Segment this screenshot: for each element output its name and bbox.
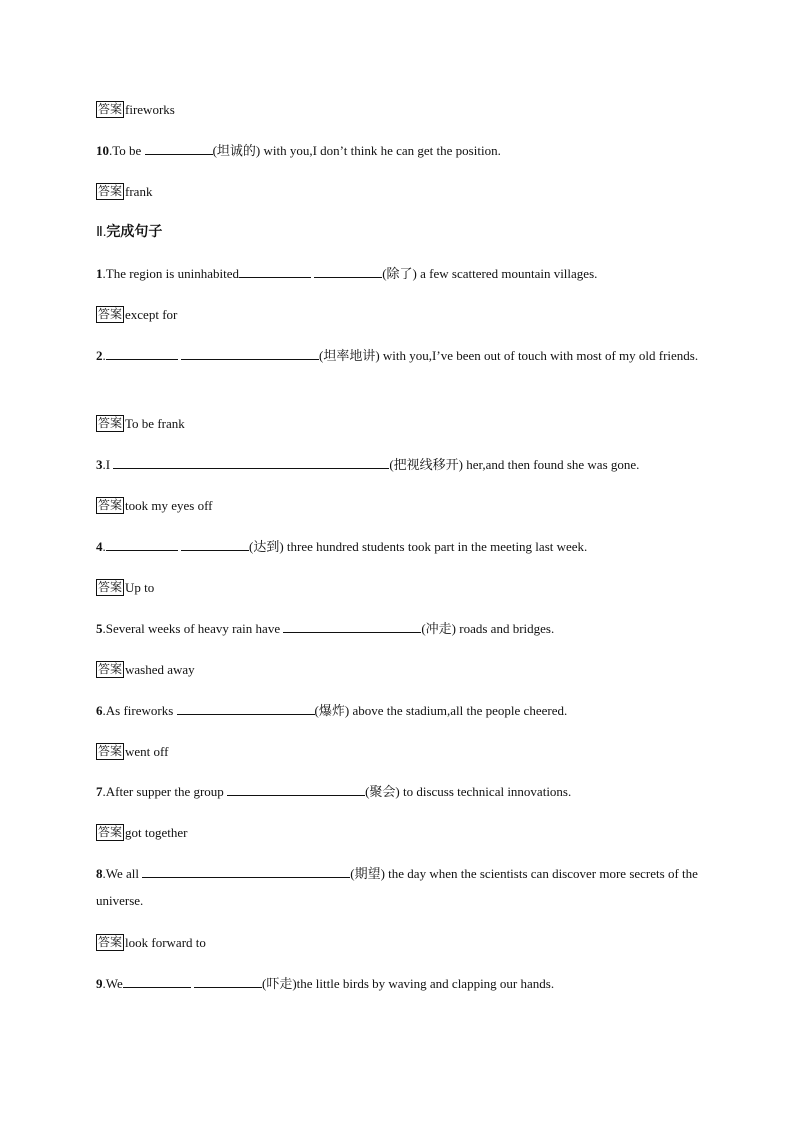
section-heading xyxy=(96,219,162,246)
answer-blank[interactable] xyxy=(283,620,421,633)
question-number: 9 xyxy=(96,976,103,991)
answer-tag: 答案 xyxy=(98,307,123,321)
question-text: .We xyxy=(102,976,123,991)
answer-line xyxy=(96,178,704,205)
question-5 xyxy=(96,615,704,642)
answer-text: except for xyxy=(125,307,178,322)
question-number: 2 xyxy=(96,348,103,363)
question-10 xyxy=(96,137,704,164)
chinese-hint: (爆炸) xyxy=(314,703,350,718)
chinese-hint: (达到) xyxy=(249,539,284,554)
answer-blank[interactable] xyxy=(194,975,262,988)
answer-blank[interactable] xyxy=(145,142,213,155)
answer-line xyxy=(96,738,704,765)
question-text: .To be xyxy=(109,143,145,158)
question-number: 10 xyxy=(96,143,109,158)
answer-tag: 答案 xyxy=(98,184,123,198)
answer-blank[interactable] xyxy=(177,702,315,715)
answer-text: washed away xyxy=(125,662,195,677)
answer-text: went off xyxy=(125,744,169,759)
question-6 xyxy=(96,697,704,724)
answer-blank[interactable] xyxy=(181,347,319,360)
question-text: to discuss technical innovations. xyxy=(399,784,572,799)
answer-text: look forward to xyxy=(125,935,206,950)
answer-blank[interactable] xyxy=(123,975,191,988)
chinese-hint: (聚会) xyxy=(365,784,400,799)
section-title: 完成句子 xyxy=(106,224,163,240)
answer-tag: 答案 xyxy=(98,935,123,949)
answer-line xyxy=(96,301,704,328)
question-text: .We all xyxy=(102,866,143,881)
answer-tag: 答案 xyxy=(98,498,123,512)
answer-line xyxy=(96,492,704,519)
chinese-hint: (冲走) xyxy=(421,621,457,636)
answer-blank[interactable] xyxy=(106,538,178,551)
answer-tag: 答案 xyxy=(98,416,123,430)
chinese-hint: (坦率地讲) xyxy=(319,348,380,363)
question-7 xyxy=(96,778,704,805)
question-text: . xyxy=(102,348,106,363)
answer-tag: 答案 xyxy=(98,825,123,839)
answer-tag: 答案 xyxy=(98,744,123,758)
question-text: the day when the scientists can discover more secrets of the universe. xyxy=(96,866,698,908)
answer-tag: 答案 xyxy=(98,662,123,676)
answer-line xyxy=(96,410,704,437)
question-text: .As fireworks xyxy=(102,703,177,718)
answer-text: frank xyxy=(125,184,153,199)
answer-line xyxy=(96,656,704,683)
question-text: .After supper the group xyxy=(102,784,228,799)
question-text: roads and bridges. xyxy=(456,621,555,636)
question-number: 6 xyxy=(96,703,103,718)
question-text: three hundred students took part in the meeting last week. xyxy=(283,539,588,554)
answer-blank[interactable] xyxy=(314,265,382,278)
answer-blank[interactable] xyxy=(142,865,350,878)
question-text: .The region is uninhabited xyxy=(102,266,239,281)
question-text: with you,I don’t think he can get the position. xyxy=(260,143,501,158)
answer-blank[interactable] xyxy=(106,347,178,360)
answer-blank[interactable] xyxy=(239,265,311,278)
question-number: 7 xyxy=(96,784,103,799)
answer-text: took my eyes off xyxy=(125,498,213,513)
question-1 xyxy=(96,260,704,287)
question-3 xyxy=(96,451,704,478)
question-text: . xyxy=(102,539,106,554)
question-text: .Several weeks of heavy rain have xyxy=(102,621,284,636)
answer-line xyxy=(96,96,704,123)
answer-text: fireworks xyxy=(125,102,175,117)
question-text: .I xyxy=(102,457,114,472)
chinese-hint: (把视线移开) xyxy=(389,457,464,472)
question-2 xyxy=(96,342,704,369)
question-number: 4 xyxy=(96,539,103,554)
question-number: 3 xyxy=(96,457,103,472)
question-number: 5 xyxy=(96,621,103,636)
question-text: a few scattered mountain villages. xyxy=(416,266,598,281)
answer-text: To be frank xyxy=(125,416,185,431)
question-4 xyxy=(96,533,704,560)
answer-text: got together xyxy=(125,825,188,840)
question-number: 8 xyxy=(96,866,103,881)
question-text: the little birds by waving and clapping our hands. xyxy=(296,976,555,991)
answer-tag: 答案 xyxy=(98,580,123,594)
section-number: Ⅱ. xyxy=(96,225,107,240)
answer-blank[interactable] xyxy=(181,538,249,551)
answer-text: Up to xyxy=(125,580,155,595)
answer-blank[interactable] xyxy=(227,783,365,796)
chinese-hint: (期望) xyxy=(350,866,385,881)
answer-line xyxy=(96,929,704,956)
answer-tag: 答案 xyxy=(98,102,123,116)
answer-blank[interactable] xyxy=(113,456,389,469)
chinese-hint: (坦诚的) xyxy=(212,143,261,158)
question-number: 1 xyxy=(96,266,103,281)
answer-line xyxy=(96,819,704,846)
question-text: her,and then found she was gone. xyxy=(463,457,640,472)
chinese-hint: (吓走) xyxy=(262,976,297,991)
question-8 xyxy=(96,860,704,914)
question-text: with you,I’ve been out of touch with most of my old friends. xyxy=(379,348,699,363)
chinese-hint: (除了) xyxy=(382,266,417,281)
question-text: above the stadium,all the people cheered. xyxy=(349,703,568,718)
question-9 xyxy=(96,970,704,997)
answer-line xyxy=(96,574,704,601)
